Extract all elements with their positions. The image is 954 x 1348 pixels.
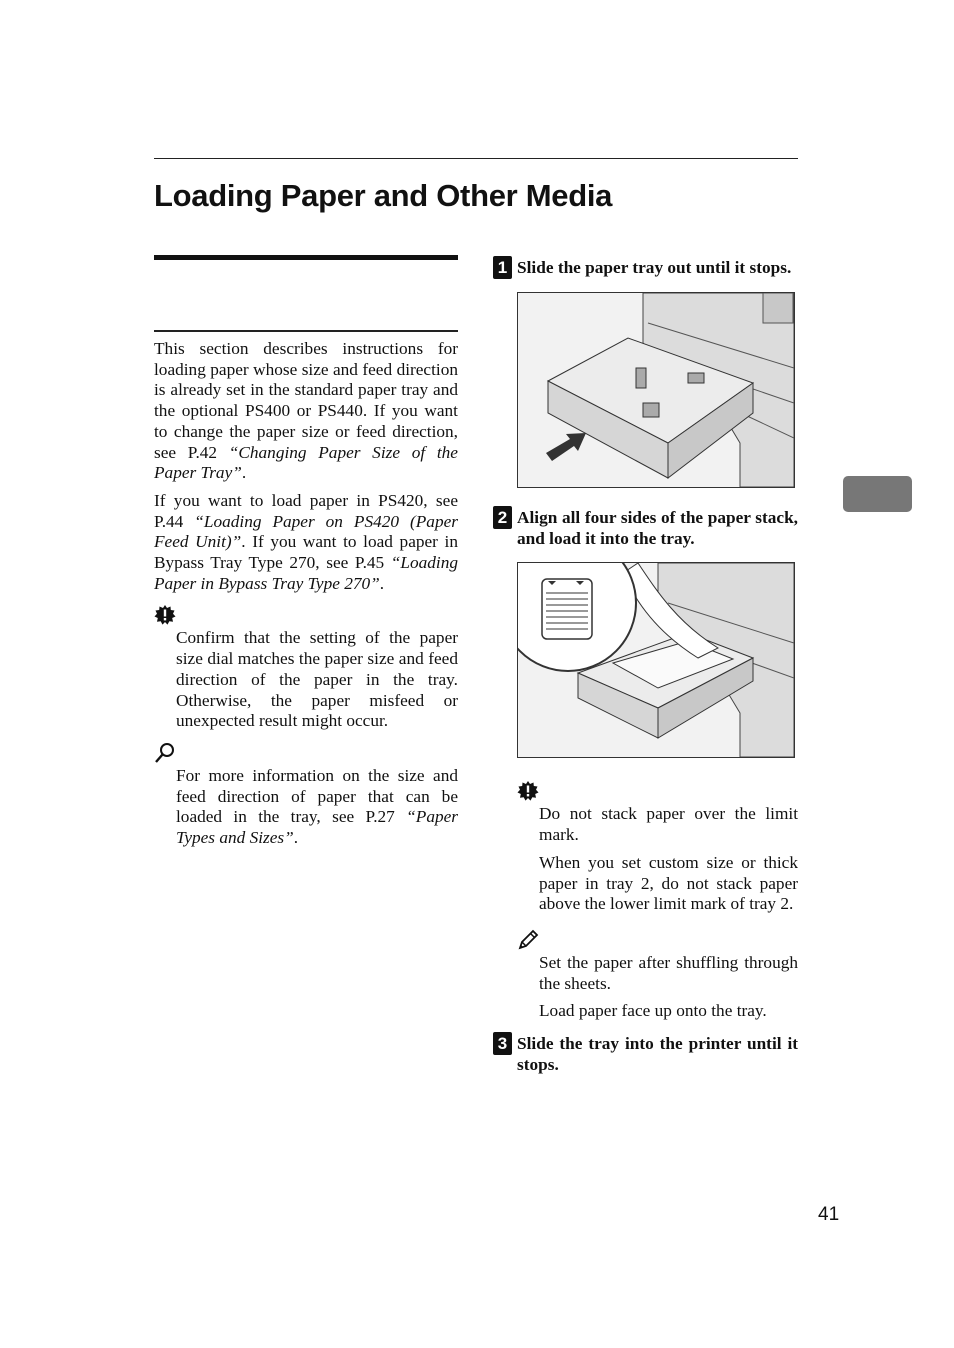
step2-important-2: When you set custom size or thick paper in tray 2, do not stack paper above the lower limit mark of tray 2. — [539, 852, 798, 914]
important-note-text: Confirm that the setting of the paper size dial matches the paper size and feed direction of the paper in the tray. Otherwise, the paper misfeed or unexpected result might occur. — [176, 628, 458, 731]
xref-changing-paper-size[interactable]: “Changing Paper Size of the Paper Tray” — [154, 442, 458, 483]
important-icon — [154, 604, 458, 626]
page-number: 41 — [818, 1204, 840, 1225]
step-2 — [493, 508, 798, 549]
step-3 — [493, 1034, 798, 1075]
xref-loading-ps420[interactable]: “Loading Paper on PS420 (Paper Feed Unit)” — [154, 511, 458, 552]
pencil-icon — [517, 929, 798, 951]
xref-paper-types[interactable]: “Paper Types and Sizes” — [176, 807, 458, 848]
step2-important — [517, 780, 798, 1022]
important-icon — [517, 780, 798, 802]
section-rule-thick — [154, 255, 458, 260]
step-number-1: 1 — [493, 256, 512, 279]
step-number-2: 2 — [493, 506, 512, 529]
magnifier-icon — [154, 742, 458, 764]
right-column — [493, 258, 798, 1075]
top-rule — [154, 158, 798, 159]
figure-load-paper — [517, 562, 795, 758]
chapter-tab-marker — [843, 476, 912, 512]
step-1 — [493, 258, 798, 279]
step-text-2: Align all four sides of the paper stack, and load it into the tray. — [517, 508, 798, 548]
step2-note-2: Load paper face up onto the tray. — [539, 1001, 767, 1021]
section-rule-thin — [154, 330, 458, 332]
step-text-3: Slide the tray into the printer until it stops. — [517, 1034, 798, 1074]
page-title: Loading Paper and Other Media — [154, 178, 613, 213]
step-text-1: Slide the paper tray out until it stops. — [517, 258, 792, 277]
step-number-3: 3 — [493, 1032, 512, 1055]
left-column — [154, 339, 458, 856]
xref-bypass-tray[interactable]: “Loading Paper in Bypass Tray Type 270” — [154, 553, 458, 593]
step2-important-1: Do not stack paper over the limit mark. — [539, 804, 798, 845]
figure-tray-pull-out — [517, 292, 795, 488]
reference-text: For more information on the size and feed direction of paper that can be loaded in the tray, see P.27 “Paper Types and Sizes”. — [176, 765, 458, 848]
step2-note-1: Set the paper after shuffling through the sheets. — [539, 952, 798, 993]
intro-paragraph-2: If you want to load paper in PS420, see P.44 “Loading Paper on PS420 (Paper Feed Unit)”. If you want to load paper in Bypass Tray Type 270, see P.45 “Loading Paper in Bypass Tray Type 270”. — [154, 490, 458, 593]
intro-paragraph-1: This section describes instructions for loading paper whose size and feed direction is already set in the standard paper tray and the optional PS400 or PS440. If you want to change the paper size or feed direction, see P.42 “Changing Paper Size of the Paper Tray”. — [154, 339, 458, 483]
